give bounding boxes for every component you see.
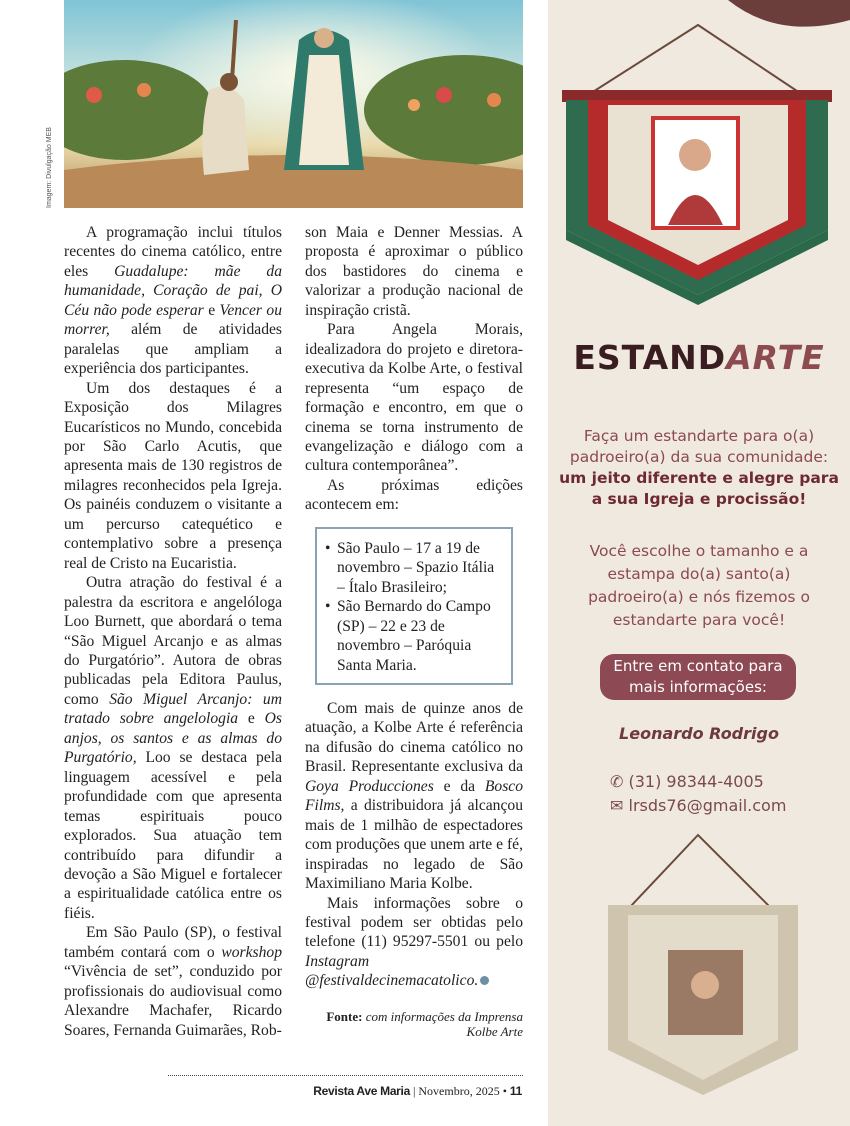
editions-box (315, 527, 513, 685)
article-paragraph: Em São Paulo (SP), o festival também contará com o workshop “Vivência de set”, conduzido por profissionais do audiovisual como Alexandre Machafer, Ricardo Soares, Fernanda Guimarães, Rob- (64, 924, 282, 1039)
phone-icon: ✆ (610, 772, 624, 791)
article-column-2 (305, 223, 523, 1039)
article-paragraph: Para Angela Morais, idealizadora do projeto e diretora-executiva da Kolbe Arte, o festival representa “um espaço de formação e encontro, em que o cinema se torna instrumento de evangelização e diálogo com a cultura contemporânea”. (305, 321, 523, 475)
brand-logo: ESTANDARTE (573, 338, 825, 377)
photo-credit: Imagem: Divulgação MEB (46, 127, 53, 208)
email-icon: ✉ (610, 796, 624, 815)
article-paragraph: A programação inclui títulos recentes do cinema católico, entre eles Guadalupe: mãe da humanidade, Coração de pai, O Céu não pode esperar e Vencer ou morrer, além de atividades paralelas que ampliam a experiência dos participantes. (64, 224, 282, 378)
article-photo (64, 0, 523, 208)
article-paragraph: Outra atração do festival é a palestra da escritora e angelóloga Loo Burnett, que abordará o tema “São Miguel Arcanjo e as almas do Purgatório”. Autora de obras publicadas pela Editora Paulus, como São Miguel Arcanjo: um tratado sobre angelologia e Os anjos, os santos e as almas do Purgatório, Loo se destaca pela linguagem acessível e pela profundidade com que apresenta temas espirituais pouco explorados. Sua atuação tem contribuído para difundir a devoção a São Miguel e fortalecer a espiritualidade católica entre os fiéis. (64, 574, 282, 922)
article-column-1 (64, 223, 282, 1040)
footer-divider (168, 1075, 523, 1076)
ad-description: Você escolhe o tamanho e a estampa do(a) santo(a) padroeiro(a) e nós fizemos o estandarte para você! (588, 542, 810, 629)
article-paragraph: Mais informações sobre o festival podem ser obtidas pelo telefone (11) 95297-5501 ou pelo Instagram @festivaldecinemacatolico. (305, 894, 523, 990)
article-paragraph: Com mais de quinze anos de atuação, a Kolbe Arte é referência na difusão do cinema católico no Brasil. Representante exclusiva da Goya Producciones e da Bosco Films, a distribuidora já alcançou mais de 1 milhão de espectadores com produções que unem arte e fé, inspiradas no legado de São Maximiliano Maria Kolbe. (305, 699, 523, 893)
edition-item: • São Bernardo do Campo (SP) – 22 e 23 de novembro – Paróquia Santa Maria. (325, 597, 501, 675)
contact-phone: (31) 98344-4005 (628, 772, 764, 791)
end-mark-icon (480, 976, 489, 985)
contact-name: Leonardo Rodrigo (619, 724, 779, 743)
banner-image-top (562, 25, 832, 305)
page-number: 11 (509, 1084, 522, 1098)
article-paragraph: Um dos destaques é a Exposição dos Milagres Eucarísticos no Mundo, concebida por São Carlo Acutis, que apresenta mais de 130 registros de milagres reconhecidos pela Igreja. Os painéis conduzem o visitante a um percurso catequético e contemplativo sobre a presença real de Cristo na Eucaristia. (64, 379, 282, 572)
contact-callout: Entre em contato para mais informações: (600, 654, 796, 700)
article-paragraph: son Maia e Denner Messias. A proposta é aproximar o público dos bastidores do cinema e valorizar a produção nacional de inspiração cristã. (305, 224, 523, 319)
edition-item: • São Paulo – 17 a 19 de novembro – Spazio Itália – Ítalo Brasileiro; (325, 539, 501, 597)
contact-email: lrsds76@gmail.com (628, 796, 787, 815)
page-footer: Revista Ave Maria | Novembro, 2025 • 11 (313, 1084, 522, 1098)
ad-headline: Faça um estandarte para o(a) padroeiro(a) da sua comunidade: um jeito diferente e alegre para a sua Igreja e procissão! (559, 427, 839, 508)
banner-image-bottom (608, 835, 798, 1095)
issue-date: Novembro, 2025 (418, 1084, 500, 1098)
magazine-name: Revista Ave Maria (313, 1084, 410, 1098)
article-paragraph: As próximas edições acontecem em: (305, 476, 523, 514)
estandarte-advertisement (548, 0, 850, 1126)
decorative-curve (728, 0, 850, 27)
source-credit: Fonte: com informações da Imprensa Kolbe Arte (326, 1008, 523, 1039)
contact-info (610, 770, 786, 818)
